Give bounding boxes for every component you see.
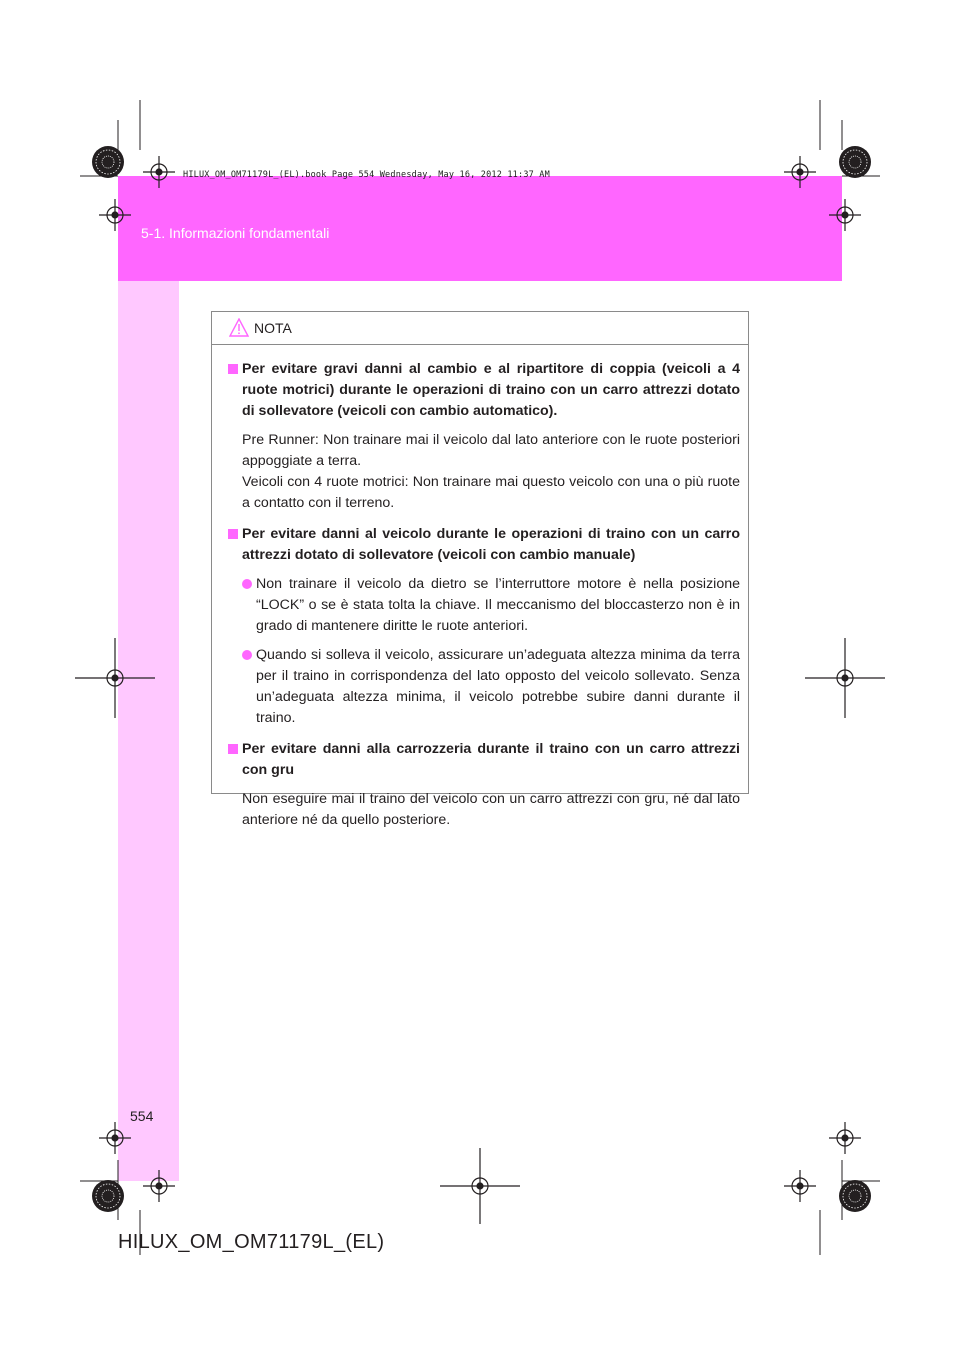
sub-item-text: Quando si solleva il veicolo, assicurare un’adeguata altezza minima da terra per il traino in corrispondenza del lato opposto del veicolo sollevato. Senza un’adeguata altezza minima, il veicolo potrebbe subire danni durante il traino. — [256, 647, 740, 726]
sub-item — [242, 574, 740, 637]
document-code: HILUX_OM_OM71179L_(EL) — [118, 1231, 385, 1253]
note-item — [228, 739, 740, 831]
note-title: NOTA — [254, 320, 292, 336]
item-heading: Per evitare gravi danni al cambio e al ripartitore di coppia (veicoli a 4 ruote motrici) durante le operazioni di traino con un carro attrezzi dotato di sollevatore (veicoli con cambio automatico). — [242, 361, 740, 419]
item-paragraph: Pre Runner: Non trainare mai il veicolo dal lato anteriore con le ruote posteriori appoggiate a terra. — [242, 432, 740, 469]
sub-item-text: Non trainare il veicolo da dietro se l’interruttore motore è nella posizione “LOCK” o se è stata tolta la chiave. Il meccanismo del bloccasterzo non è in grado di mantenere diritte le ruote anteriori. — [256, 576, 740, 634]
note-item — [228, 359, 740, 514]
sub-item — [242, 645, 740, 729]
square-bullet-icon — [228, 364, 238, 374]
square-bullet-icon — [228, 529, 238, 539]
item-paragraph: Non eseguire mai il traino del veicolo con un carro attrezzi con gru, né dal lato anteriore né da quello posteriore. — [242, 791, 740, 828]
square-bullet-icon — [228, 744, 238, 754]
note-body — [212, 345, 748, 831]
warning-triangle-icon — [229, 318, 249, 337]
note-item — [228, 524, 740, 729]
dot-bullet-icon — [242, 579, 252, 589]
page-number: 554 — [130, 1108, 154, 1124]
dot-bullet-icon — [242, 650, 252, 660]
note-box — [211, 311, 749, 828]
note-header — [212, 312, 748, 345]
section-title: 5-1. Informazioni fondamentali — [141, 225, 330, 241]
item-heading: Per evitare danni al veicolo durante le operazioni di traino con un carro attrezzi dotato di sollevatore (veicoli con cambio manuale) — [242, 526, 740, 563]
item-heading: Per evitare danni alla carrozzeria durante il traino con un carro attrezzi con gru — [242, 741, 740, 778]
print-info: HILUX_OM_OM71179L_(EL).book Page 554 Wednesday, May 16, 2012 11:37 AM — [183, 170, 550, 180]
item-paragraph: Veicoli con 4 ruote motrici: Non trainare mai questo veicolo con una o più ruote a contatto con il terreno. — [242, 474, 740, 511]
